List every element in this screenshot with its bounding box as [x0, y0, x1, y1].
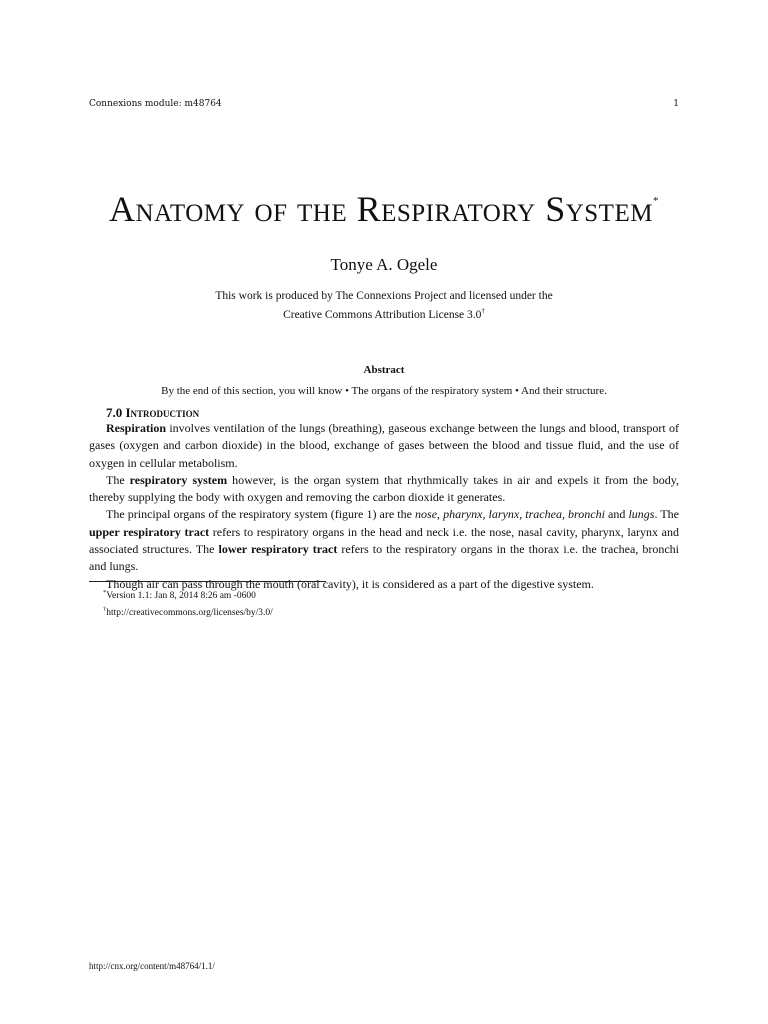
paragraph-1-text: involves ventilation of the lungs (breathing), gaseous exchange between the lungs and blood, transport of gases (oxygen and carbon dioxide) in the blood, exchange of gases between the blood and tissue fluid, and the use of oxygen in cellular metabolism.	[89, 421, 679, 470]
license-line-2	[0, 304, 768, 323]
license-notice	[0, 289, 768, 323]
paragraph-3-upper-text: refers to respiratory organs in the head and neck i.e. the nose, nasal cavity, pharynx, larynx and associated structures. The	[89, 524, 679, 557]
paragraph-1	[89, 420, 679, 472]
abstract-heading: Abstract	[363, 364, 405, 376]
paragraph-2	[89, 472, 679, 507]
body-text	[89, 420, 679, 593]
license-footnote-mark: †	[481, 307, 485, 315]
paragraph-3-and: and	[604, 507, 629, 522]
section-heading	[106, 405, 199, 421]
paragraph-3-mid: . The	[654, 507, 679, 522]
footnote-2-mark: †	[103, 606, 107, 614]
running-head	[89, 99, 679, 109]
footnotes	[89, 586, 679, 620]
term-respiratory-system: respiratory system	[129, 472, 228, 487]
license-name: Creative Commons Attribution License 3.0	[283, 308, 482, 321]
module-id: Connexions module: m48764	[89, 99, 222, 109]
paragraph-3	[89, 506, 679, 575]
license-line-1: This work is produced by The Connexions Project and licensed under the	[215, 290, 553, 302]
section-number: 7.0	[106, 405, 123, 420]
paragraph-2-pre: The	[106, 472, 130, 487]
footnote-2-link[interactable]: http://creativecommons.org/licenses/by/3.0/	[106, 608, 273, 619]
footer-url-link[interactable]: http://cnx.org/content/m48764/1.1/	[89, 961, 215, 971]
title-text: Anatomy of the Respiratory System	[109, 189, 653, 229]
page-number: 1	[673, 99, 679, 109]
document-title	[0, 188, 768, 230]
footnote-1-text: Version 1.1: Jan 8, 2014 8:26 am -0600	[106, 591, 256, 602]
footnote-2	[89, 603, 679, 620]
organ-lungs: lungs	[628, 507, 655, 522]
footnote-1-mark: *	[103, 589, 107, 596]
footnote-1	[89, 586, 679, 603]
section-title: Introduction	[125, 405, 200, 420]
paragraph-3-lower-text: refers to the respiratory organs in the thorax i.e. the trachea, bronchi and lungs.	[89, 542, 680, 574]
paragraph-3-pre: The principal organs of the respiratory system (figure 1) are the	[106, 507, 416, 522]
title-footnote-mark: *	[652, 195, 659, 207]
footnote-divider	[89, 581, 326, 582]
term-respiration: Respiration	[106, 421, 166, 435]
term-lower-tract: lower respiratory tract	[218, 542, 338, 557]
organ-list: nose, pharynx, larynx, trachea, bronchi	[415, 507, 605, 522]
author-name: Tonye A. Ogele	[330, 255, 438, 274]
paragraph-2-text: however, is the organ system that rhythmically takes in air and expels it from the body, thereby supplying the body with oxygen and removing the carbon dioxide it generates.	[89, 472, 680, 505]
term-upper-tract: upper respiratory tract	[89, 524, 210, 539]
paragraph-4: Though air can pass through the mouth (oral cavity), it is considered as a part of the digestive system.	[106, 576, 594, 591]
abstract-text: By the end of this section, you will know • The organs of the respiratory system • And their structure.	[161, 385, 607, 397]
